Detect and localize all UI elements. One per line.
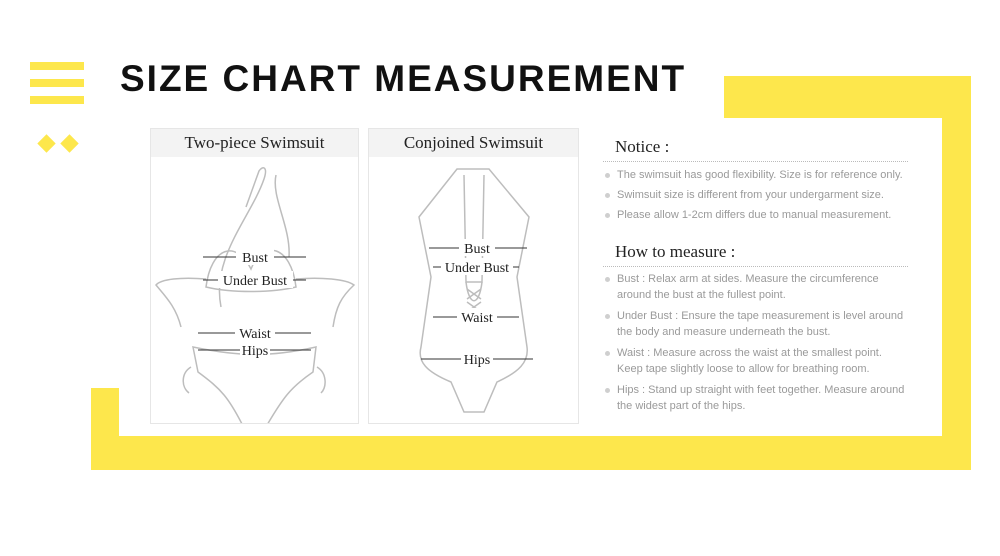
menu-line-2 bbox=[30, 79, 84, 87]
diamond-icon bbox=[60, 134, 78, 152]
notice-section bbox=[603, 137, 908, 223]
menu-line-3 bbox=[30, 96, 84, 104]
notice-item: Please allow 1-2cm differs due to manual measurement. bbox=[603, 207, 908, 223]
how-to-item: Bust : Relax arm at sides. Measure the circumference around the bust at the fullest point. bbox=[603, 271, 908, 303]
notice-heading: Notice : bbox=[603, 137, 908, 162]
panel-title: Conjoined Swimsuit bbox=[369, 129, 578, 157]
panel-title: Two-piece Swimsuit bbox=[151, 129, 358, 157]
label-waist: Waist bbox=[239, 327, 271, 342]
conjoined-illustration bbox=[369, 157, 578, 423]
how-to-section bbox=[603, 242, 908, 414]
frame-left bbox=[91, 388, 119, 470]
how-to-item: Waist : Measure across the waist at the smallest point. Keep tape slightly loose to allow for breathing room. bbox=[603, 345, 908, 377]
notice-item: The swimsuit has good flexibility. Size is for reference only. bbox=[603, 167, 908, 183]
label-bust: Bust bbox=[464, 242, 490, 257]
menu-lines-icon bbox=[30, 62, 84, 70]
frame-right bbox=[942, 76, 971, 470]
label-bust: Bust bbox=[242, 251, 268, 266]
label-under-bust: Under Bust bbox=[222, 274, 288, 289]
how-to-heading: How to measure : bbox=[603, 242, 908, 267]
notice-item: Swimsuit size is different from your undergarment size. bbox=[603, 187, 908, 203]
frame-bottom bbox=[91, 436, 971, 470]
panel-two-piece bbox=[150, 128, 359, 424]
how-to-item: Under Bust : Ensure the tape measurement is level around the body and measure underneath the bust. bbox=[603, 308, 908, 340]
page-title: SIZE CHART MEASUREMENT bbox=[120, 58, 687, 99]
diamond-icon bbox=[37, 134, 55, 152]
label-hips: Hips bbox=[463, 353, 491, 368]
label-hips: Hips bbox=[241, 344, 269, 359]
panel-conjoined bbox=[368, 128, 579, 424]
label-under-bust: Under Bust bbox=[444, 261, 510, 276]
frame-top-right bbox=[724, 76, 971, 118]
how-to-item: Hips : Stand up straight with feet together. Measure around the widest part of the hips. bbox=[603, 382, 908, 414]
label-waist: Waist bbox=[461, 311, 493, 326]
two-piece-illustration bbox=[151, 157, 358, 423]
